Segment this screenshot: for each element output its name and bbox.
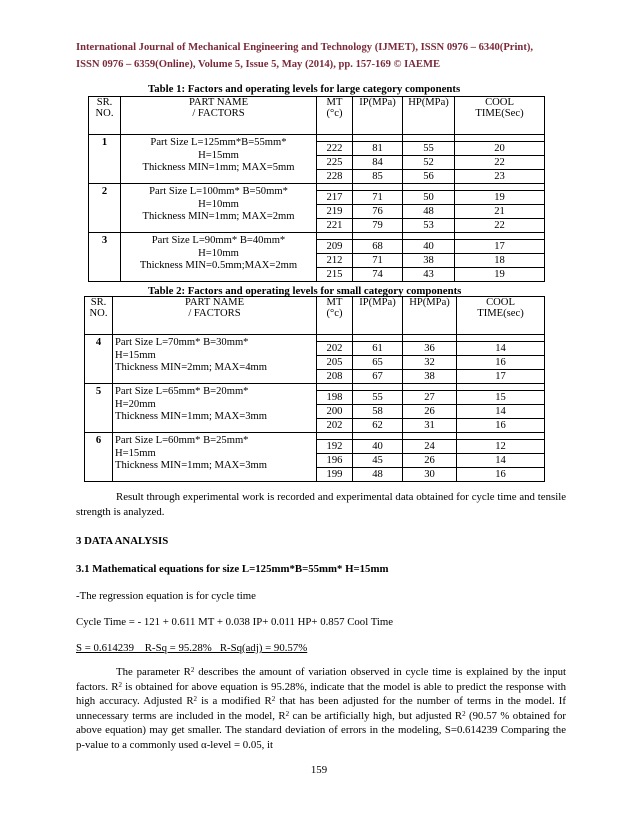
- cell-value: 26: [403, 453, 456, 467]
- header-cool: COOL TIME(Sec): [455, 97, 545, 135]
- cell-value: 79: [353, 218, 402, 232]
- header-hp: HP(MPa): [403, 297, 457, 335]
- cell-value: 56: [403, 169, 454, 183]
- header-sr: SR. NO.: [89, 97, 121, 135]
- table-row: [89, 233, 545, 282]
- table2: [84, 296, 545, 482]
- row-cool-values: [455, 135, 545, 184]
- cell-value: 22: [455, 218, 544, 232]
- row-sr: 5: [85, 384, 113, 433]
- cell-value: 19: [455, 267, 544, 281]
- header-mt: MT (°c): [317, 297, 353, 335]
- cell-value: 20: [455, 141, 544, 155]
- header-part: PART NAME / FACTORS: [113, 297, 317, 335]
- cell-value: 192: [317, 439, 352, 453]
- cell-value: 81: [353, 141, 402, 155]
- cell-value: 209: [317, 239, 352, 253]
- table2-header-row: [85, 297, 545, 335]
- cell-value: 40: [353, 439, 402, 453]
- cell-value: 61: [353, 341, 402, 355]
- cell-value: 208: [317, 369, 352, 383]
- cell-value: 14: [457, 404, 544, 418]
- cell-value: 17: [457, 369, 544, 383]
- row-part-name: Part Size L=65mm* B=20mm* H=20mm Thickness MIN=1mm; MAX=3mm: [113, 384, 317, 433]
- cell-value: 200: [317, 404, 352, 418]
- cell-value: 84: [353, 155, 402, 169]
- section-heading: 3 DATA ANALYSIS: [76, 535, 169, 547]
- cell-value: 71: [353, 190, 402, 204]
- row-cool-values: [457, 433, 545, 482]
- cell-value: 16: [457, 418, 544, 432]
- cell-value: 215: [317, 267, 352, 281]
- cell-value: 43: [403, 267, 454, 281]
- cell-value: 222: [317, 141, 352, 155]
- row-part-name: Part Size L=100mm* B=50mm* H=10mm Thickness MIN=1mm; MAX=2mm: [121, 184, 317, 233]
- cell-value: 199: [317, 467, 352, 481]
- cell-value: 24: [403, 439, 456, 453]
- row-cool-values: [457, 384, 545, 433]
- row-ip-values: [353, 135, 403, 184]
- cell-value: 52: [403, 155, 454, 169]
- header-line-2: ISSN 0976 – 6359(Online), Volume 5, Issue 5, May (2014), pp. 157-169 © IAEME: [76, 59, 441, 70]
- row-ip-values: [353, 384, 403, 433]
- row-cool-values: [455, 233, 545, 282]
- row-hp-values: [403, 135, 455, 184]
- model-statistics: S = 0.614239 R-Sq = 95.28% R-Sq(adj) = 90.57%: [76, 642, 308, 654]
- row-sr: 4: [85, 335, 113, 384]
- row-sr: 3: [89, 233, 121, 282]
- row-hp-values: [403, 384, 457, 433]
- cell-value: 38: [403, 369, 456, 383]
- cell-value: 202: [317, 418, 352, 432]
- row-ip-values: [353, 335, 403, 384]
- row-cool-values: [455, 184, 545, 233]
- subsection-heading: 3.1 Mathematical equations for size L=125mm*B=55mm* H=15mm: [76, 563, 389, 575]
- header-sr: SR. NO.: [85, 297, 113, 335]
- row-sr: 2: [89, 184, 121, 233]
- cell-value: 62: [353, 418, 402, 432]
- header-ip: IP(MPa): [353, 97, 403, 135]
- row-sr: 1: [89, 135, 121, 184]
- cell-value: 23: [455, 169, 544, 183]
- cell-value: 16: [457, 467, 544, 481]
- cell-value: 74: [353, 267, 402, 281]
- cell-value: 68: [353, 239, 402, 253]
- table2-caption: Table 2: Factors and operating levels for small category components: [148, 285, 462, 297]
- cell-value: 45: [353, 453, 402, 467]
- cell-value: 50: [403, 190, 454, 204]
- row-mt-values: [317, 184, 353, 233]
- row-sr: 6: [85, 433, 113, 482]
- cell-value: 36: [403, 341, 456, 355]
- cell-value: 19: [455, 190, 544, 204]
- regression-equation: Cycle Time = - 121 + 0.611 MT + 0.038 IP+ 0.011 HP+ 0.857 Cool Time: [76, 616, 394, 628]
- row-hp-values: [403, 184, 455, 233]
- cell-value: 31: [403, 418, 456, 432]
- row-part-name: Part Size L=125mm*B=55mm* H=15mm Thickness MIN=1mm; MAX=5mm: [121, 135, 317, 184]
- cell-value: 85: [353, 169, 402, 183]
- journal-header: [76, 39, 566, 73]
- header-hp: HP(MPa): [403, 97, 455, 135]
- page-number: 159: [310, 764, 328, 776]
- header-ip: IP(MPa): [353, 297, 403, 335]
- cell-value: 217: [317, 190, 352, 204]
- row-hp-values: [403, 335, 457, 384]
- row-hp-values: [403, 233, 455, 282]
- row-part-name: Part Size L=60mm* B=25mm* H=15mm Thickness MIN=1mm; MAX=3mm: [113, 433, 317, 482]
- table-row: [89, 135, 545, 184]
- cell-value: 76: [353, 204, 402, 218]
- header-cool: COOL TIME(sec): [457, 297, 545, 335]
- row-mt-values: [317, 233, 353, 282]
- cell-value: 55: [403, 141, 454, 155]
- cell-value: 48: [353, 467, 402, 481]
- cell-value: 22: [455, 155, 544, 169]
- cell-value: 221: [317, 218, 352, 232]
- cell-value: 14: [457, 453, 544, 467]
- cell-value: 15: [457, 390, 544, 404]
- table1-header-row: [89, 97, 545, 135]
- cell-value: 53: [403, 218, 454, 232]
- r-squared-paragraph: The parameter $R^2$ describes the amount of variation observed in cycle time is explained by the input factors. $R^2$ is obtained for above equation is 95.28%, indicate that the model is able to predict the response with high accuracy. Adjusted $R^2$ is a modified $R^2$ that has been adjusted for the number of terms in the model. If unnecessary terms are included in the model, $R^2$ can be artificially high, but adjusted $R^2$ (90.57 % obtained for above equation) may get smaller. The standard deviation of errors in the modeling, S=0.614239 Comparing the p-value to a commonly used α-level = 0.05, it: [76, 666, 566, 751]
- cell-value: 196: [317, 453, 352, 467]
- row-ip-values: [353, 233, 403, 282]
- cell-value: 212: [317, 253, 352, 267]
- cell-value: 219: [317, 204, 352, 218]
- cell-value: 14: [457, 341, 544, 355]
- regression-intro: -The regression equation is for cycle time: [76, 590, 256, 602]
- table-row: [85, 335, 545, 384]
- table-row: [89, 184, 545, 233]
- table1-caption: Table 1: Factors and operating levels for large category components: [148, 83, 461, 95]
- cell-value: 38: [403, 253, 454, 267]
- header-part: PART NAME / FACTORS: [121, 97, 317, 135]
- header-line-1: International Journal of Mechanical Engineering and Technology (IJMET), ISSN 0976 – 6340(Print),: [76, 42, 534, 53]
- row-ip-values: [353, 433, 403, 482]
- cell-value: 67: [353, 369, 402, 383]
- table-row: [85, 384, 545, 433]
- row-cool-values: [457, 335, 545, 384]
- cell-value: 225: [317, 155, 352, 169]
- cell-value: 205: [317, 355, 352, 369]
- row-mt-values: [317, 335, 353, 384]
- cell-value: 198: [317, 390, 352, 404]
- row-part-name: Part Size L=90mm* B=40mm* H=10mm Thickness MIN=0.5mm;MAX=2mm: [121, 233, 317, 282]
- header-mt: MT (°c): [317, 97, 353, 135]
- cell-value: 21: [455, 204, 544, 218]
- row-part-name: Part Size L=70mm* B=30mm* H=15mm Thickness MIN=2mm; MAX=4mm: [113, 335, 317, 384]
- cell-value: 17: [455, 239, 544, 253]
- cell-value: 71: [353, 253, 402, 267]
- cell-value: 58: [353, 404, 402, 418]
- cell-value: 32: [403, 355, 456, 369]
- cell-value: 202: [317, 341, 352, 355]
- cell-value: 40: [403, 239, 454, 253]
- table1: [88, 96, 545, 282]
- cell-value: 48: [403, 204, 454, 218]
- cell-value: 27: [403, 390, 456, 404]
- cell-value: 65: [353, 355, 402, 369]
- row-mt-values: [317, 384, 353, 433]
- result-paragraph: Result through experimental work is recorded and experimental data obtained for cycle time and tensile strength is analyzed.: [76, 491, 566, 518]
- cell-value: 18: [455, 253, 544, 267]
- cell-value: 26: [403, 404, 456, 418]
- row-hp-values: [403, 433, 457, 482]
- cell-value: 55: [353, 390, 402, 404]
- cell-value: 12: [457, 439, 544, 453]
- row-ip-values: [353, 184, 403, 233]
- cell-value: 16: [457, 355, 544, 369]
- cell-value: 30: [403, 467, 456, 481]
- cell-value: 228: [317, 169, 352, 183]
- row-mt-values: [317, 135, 353, 184]
- row-mt-values: [317, 433, 353, 482]
- table-row: [85, 433, 545, 482]
